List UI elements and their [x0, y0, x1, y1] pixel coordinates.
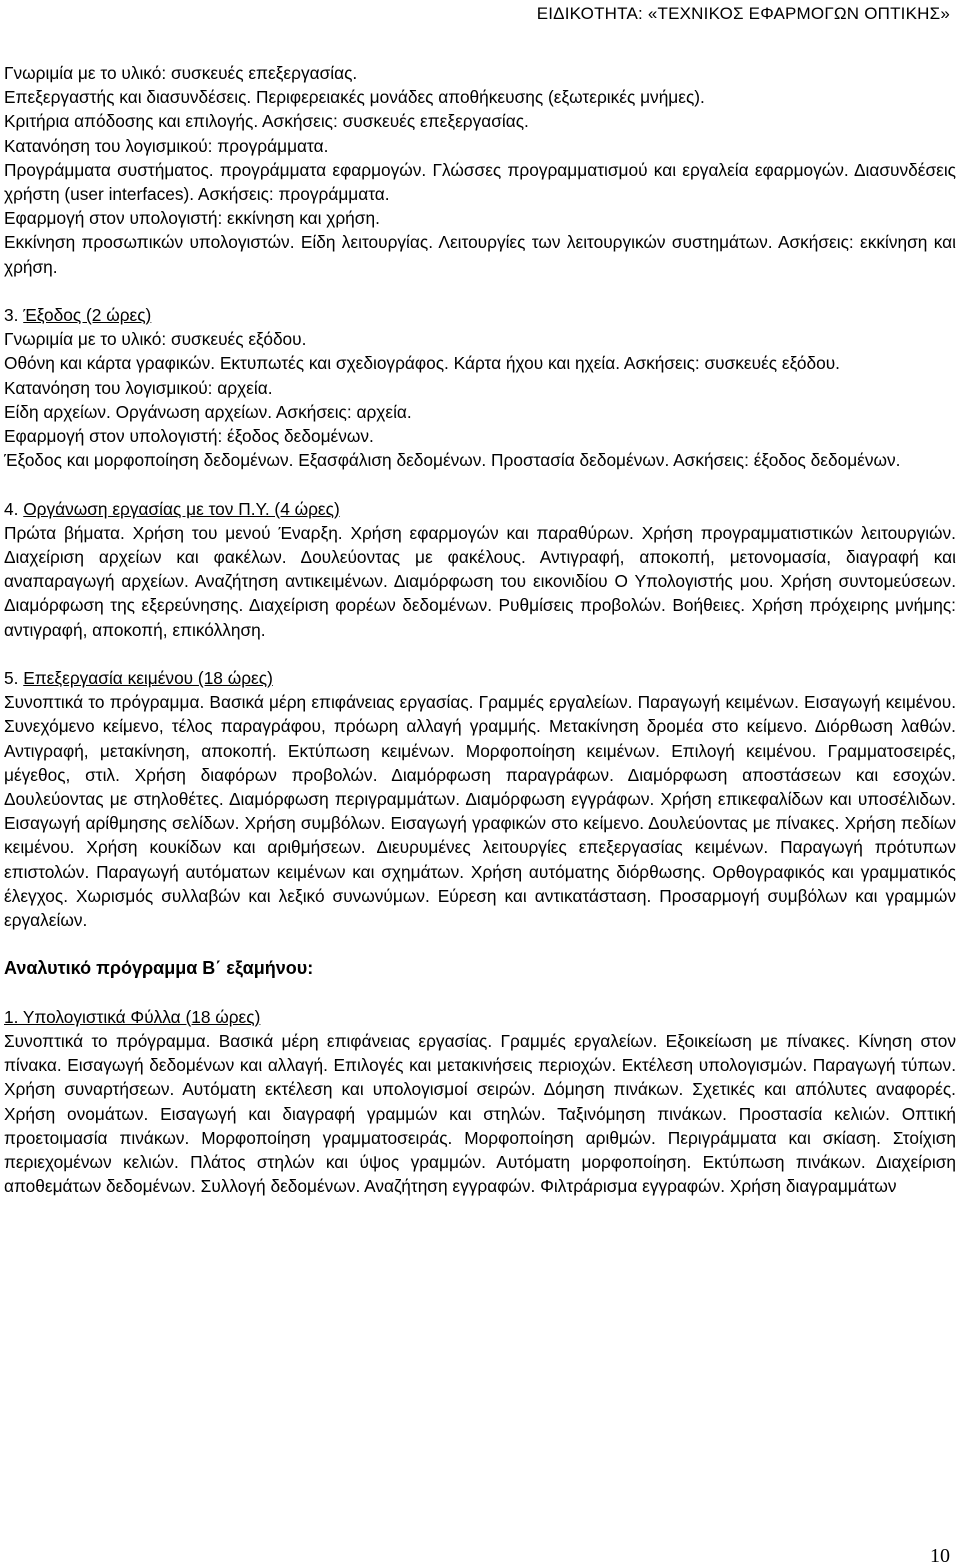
intro-line: Κατανόηση του λογισμικού: προγράμματα.: [4, 135, 329, 156]
section-title: Έξοδος (2 ώρες): [23, 305, 152, 326]
document-body: [4, 61, 956, 1198]
section-b1-heading: 1. Υπολογιστικά Φύλλα (18 ώρες): [4, 1006, 261, 1027]
section-3-heading: [4, 303, 956, 327]
spacer: [4, 279, 956, 303]
spacer: [4, 642, 956, 666]
spacer: [4, 981, 956, 1005]
intro-line: Κριτήρια απόδοσης και επιλογής. Ασκήσεις: συσκευές επεξεργασίας.: [4, 111, 529, 132]
intro-line: Επεξεργαστής και διασυνδέσεις. Περιφερειακές μονάδες αποθήκευσης (εξωτερικές μνήμες).: [4, 87, 705, 108]
intro-paragraph: Προγράμματα συστήματος. προγράμματα εφαρμογών. Γλώσσες προγραμματισμού και εργαλεία εφαρμογών. Διασυνδέσεις χρήστη (user interfaces). Ασκήσεις: προγράμματα.: [4, 159, 956, 205]
section-5-body: Συνοπτικά το πρόγραμμα. Βασικά μέρη επιφάνειας εργασίας. Γραμμές εργαλείων. Παραγωγή κειμένων. Εισαγωγή κειμένου. Συνεχόμενο κείμενο, τέλος παραγράφου, πρόωρη αλλαγή γραμμής. Μετακίνηση δρομέα στο κείμενο. Διόρθωση λαθών. Αντιγραφή, μετακίνηση, αποκοπή. Εκτύπωση κειμένων. Μορφοποίηση κειμένων. Επιλογή κειμένου. Γραμματοσειρές, μέγεθος, στιλ. Χρήση διαφόρων προβολών. Διαμόρφωση παραγράφων. Διαμόρφωση αποστάσεων και εσοχών. Δουλεύοντας με στηλοθέτες. Διαμόρφωση περιγραμμάτων. Διαμόρφωση εγγράφων. Χρήση επικεφαλίδων και υποσέλιδων. Εισαγωγή αρίθμησης σελίδων. Χρήση συμβόλων. Εισαγωγή γραφικών στο κείμενο. Δουλεύοντας με πίνακες. Χρήση πεδίων κειμένου. Χρήση κουκίδων και αριθμήσεων. Διευρυμένες λειτουργίες επεξεργασίας κειμένων. Παραγωγή πρότυπων επιστολών. Παραγωγή αυτόματων κειμένων και σχημάτων. Χρήση αυτόματης διόρθωσης. Ορθογραφικός και γραμματικός έλεγχος. Χωρισμός συλλαβών και λεξικό συνωνύμων. Εύρεση και αντικατάσταση. Προσαρμογή συμβόλων και γραμμών εργαλείων.: [4, 692, 956, 931]
section-4-heading: [4, 497, 956, 521]
intro-paragraph: Εκκίνηση προσωπικών υπολογιστών. Είδη λειτουργίας. Λειτουργίες των λειτουργικών συστημάτων. Ασκήσεις: εκκίνηση και χρήση.: [4, 232, 956, 277]
section-3-line: Γνωριμία με το υλικό: συσκευές εξόδου.: [4, 329, 307, 350]
section-3-line: Οθόνη και κάρτα γραφικών. Εκτυπωτές και σχεδιογράφος. Κάρτα ήχου και ηχεία. Ασκήσεις: συσκευές εξόδου.: [4, 353, 840, 374]
page-number: 10: [930, 1545, 950, 1567]
section-number: 5.: [4, 668, 19, 689]
section-3-line: Έξοδος και μορφοποίηση δεδομένων. Εξασφάλιση δεδομένων. Προστασία δεδομένων. Ασκήσεις: έξοδος δεδομένων.: [4, 450, 901, 471]
spacer: [4, 932, 956, 956]
spacer: [4, 472, 956, 496]
section-3-line: Εφαρμογή στον υπολογιστή: έξοδος δεδομένων.: [4, 426, 374, 447]
semester-heading: Αναλυτικό πρόγραμμα Β΄ εξαμήνου:: [4, 958, 314, 979]
section-3-line: Κατανόηση του λογισμικού: αρχεία.: [4, 377, 273, 398]
section-4-body: Πρώτα βήματα. Χρήση του μενού Έναρξη. Χρήση εφαρμογών και παραθύρων. Χρήση προγραμματιστικών λειτουργιών. Διαχείριση αρχείων και φακέλων. Δουλεύοντας με φακέλους. Αντιγραφή, αποκοπή, μετονομασία, διαγραφή και αναπαραγωγή αρχείων. Αναζήτηση αντικειμένων. Διαμόρφωση του εικονιδίου Ο Υπολογιστής μου. Χρήση συντομεύσεων. Διαμόρφωση της εξερεύνησης. Διαχείριση φορέων δεδομένων. Ρυθμίσεις προβολών. Βοήθειες. Χρήση πρόχειρης μνήμης: αντιγραφή, αποκοπή, επικόλληση.: [4, 522, 956, 640]
intro-line: Εφαρμογή στον υπολογιστή: εκκίνηση και χρήση.: [4, 208, 380, 229]
section-number: 3.: [4, 305, 19, 326]
section-3-line: Είδη αρχείων. Οργάνωση αρχείων. Ασκήσεις: αρχεία.: [4, 401, 412, 422]
document-header: ΕΙΔΙΚΟΤΗΤΑ: «ΤΕΧΝΙΚΟΣ ΕΦΑΡΜΟΓΩΝ ΟΠΤΙΚΗΣ»: [536, 4, 950, 23]
section-title: Επεξεργασία κειμένου (18 ώρες): [23, 668, 273, 689]
intro-line: Γνωριμία με το υλικό: συσκευές επεξεργασίας.: [4, 63, 358, 83]
section-title: Οργάνωση εργασίας με τον Π.Υ. (4 ώρες): [23, 498, 340, 519]
section-5-heading: [4, 666, 956, 690]
section-b1-body: Συνοπτικά το πρόγραμμα. Βασικά μέρη επιφάνειας εργασίας. Γραμμές εργαλείων. Εξοικείωση με πίνακες. Κίνηση στον πίνακα. Εισαγωγή δεδομένων και αλλαγή. Επιλογές και μετακινήσεις περιοχών. Εκτέλεση υπολογισμών. Παραγωγή τύπων. Χρήση συναρτήσεων. Αυτόματη εκτέλεση και υπολογισμοί σειρών. Δόμηση πινάκων. Σχετικές και απόλυτες αναφορές. Χρήση ονομάτων. Εισαγωγή και διαγραφή γραμμών και στηλών. Ταξινόμηση πινάκων. Προστασία κελιών. Οπτική προετοιμασία πινάκων. Μορφοποίηση γραμματοσειράς. Μορφοποίηση αριθμών. Περιγράμματα και σκίαση. Στοίχιση περιεχομένων κελιών. Πλάτος στηλών και ύψος γραμμών. Αυτόματη μορφοποίηση. Εκτύπωση πινάκων. Διαχείριση αποθεμάτων δεδομένων. Συλλογή δεδομένων. Αναζήτηση εγγραφών. Φιλτράρισμα εγγραφών. Χρήση διαγραμμάτων: [4, 1031, 956, 1197]
section-number: 4.: [4, 498, 19, 519]
